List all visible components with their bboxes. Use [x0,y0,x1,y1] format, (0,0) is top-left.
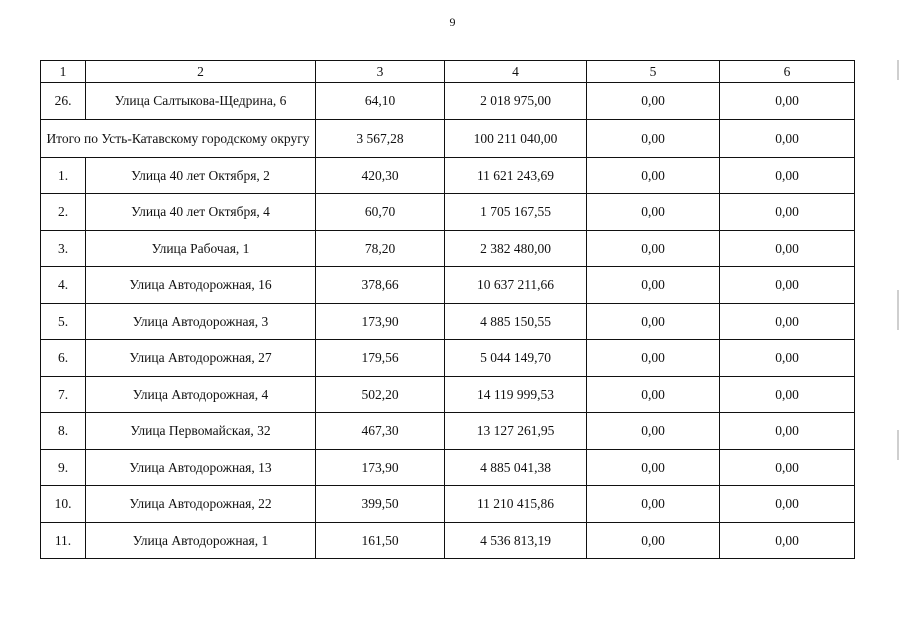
row-number: 8. [41,413,86,450]
cost-cell: 11 210 415,86 [445,486,587,523]
cost-cell: 4 885 041,38 [445,449,587,486]
cost-cell: 14 119 999,53 [445,376,587,413]
table-row [41,376,855,413]
value-cell: 0,00 [720,340,855,377]
data-table [40,60,855,559]
column-header: 4 [445,61,587,83]
area-cell: 173,90 [316,449,445,486]
value-cell: 0,00 [720,303,855,340]
address-cell: Улица 40 лет Октября, 4 [86,194,316,231]
value-cell: 0,00 [587,486,720,523]
value-cell: 0,00 [587,267,720,304]
row-number: 6. [41,340,86,377]
address-cell: Улица Автодорожная, 13 [86,449,316,486]
value-cell: 0,00 [587,303,720,340]
area-cell: 161,50 [316,522,445,559]
area-cell: 399,50 [316,486,445,523]
area-cell: 420,30 [316,157,445,194]
address-cell: Улица Автодорожная, 4 [86,376,316,413]
scan-artifact [897,290,899,330]
cost-cell: 11 621 243,69 [445,157,587,194]
value-cell: 0,00 [587,83,720,120]
area-cell: 467,30 [316,413,445,450]
area-cell: 60,70 [316,194,445,231]
value-cell: 0,00 [720,267,855,304]
value-cell: 0,00 [720,413,855,450]
header-row [41,61,855,83]
row-number: 2. [41,194,86,231]
scan-artifact [897,60,899,80]
cost-cell: 13 127 261,95 [445,413,587,450]
value-cell: 0,00 [587,340,720,377]
area-cell: 78,20 [316,230,445,267]
value-cell: 0,00 [587,194,720,231]
value-cell: 0,00 [720,83,855,120]
value-cell: 0,00 [587,522,720,559]
row-number: 3. [41,230,86,267]
address-cell: Улица Рабочая, 1 [86,230,316,267]
row-number: 4. [41,267,86,304]
total-col6: 0,00 [720,119,855,157]
row-number: 5. [41,303,86,340]
table-row [41,522,855,559]
table-row [41,83,855,120]
area-cell: 502,20 [316,376,445,413]
address-cell: Улица Автодорожная, 22 [86,486,316,523]
total-row [41,119,855,157]
area-cell: 64,10 [316,83,445,120]
address-cell: Улица Салтыкова-Щедрина, 6 [86,83,316,120]
table-row [41,267,855,304]
value-cell: 0,00 [720,449,855,486]
total-col5: 0,00 [587,119,720,157]
column-header: 2 [86,61,316,83]
table-row [41,486,855,523]
value-cell: 0,00 [587,449,720,486]
table-row [41,194,855,231]
table-row [41,303,855,340]
cost-cell: 2 382 480,00 [445,230,587,267]
column-header: 3 [316,61,445,83]
row-number: 7. [41,376,86,413]
column-header: 6 [720,61,855,83]
cost-cell: 1 705 167,55 [445,194,587,231]
cost-cell: 4 536 813,19 [445,522,587,559]
value-cell: 0,00 [587,376,720,413]
address-cell: Улица 40 лет Октября, 2 [86,157,316,194]
value-cell: 0,00 [720,230,855,267]
address-cell: Улица Автодорожная, 3 [86,303,316,340]
column-header: 5 [587,61,720,83]
table-row [41,230,855,267]
table-row [41,413,855,450]
row-number: 10. [41,486,86,523]
address-cell: Улица Первомайская, 32 [86,413,316,450]
area-cell: 378,66 [316,267,445,304]
total-area: 3 567,28 [316,119,445,157]
address-cell: Улица Автодорожная, 16 [86,267,316,304]
value-cell: 0,00 [587,413,720,450]
row-number: 1. [41,157,86,194]
value-cell: 0,00 [587,157,720,194]
table-body [41,61,855,559]
column-header: 1 [41,61,86,83]
table-row [41,340,855,377]
value-cell: 0,00 [587,230,720,267]
page-number: 9 [449,15,456,29]
total-cost: 100 211 040,00 [445,119,587,157]
area-cell: 173,90 [316,303,445,340]
cost-cell: 5 044 149,70 [445,340,587,377]
scan-artifact [897,430,899,460]
table-row [41,449,855,486]
row-number: 26. [41,83,86,120]
value-cell: 0,00 [720,157,855,194]
row-number: 9. [41,449,86,486]
value-cell: 0,00 [720,376,855,413]
cost-cell: 10 637 211,66 [445,267,587,304]
value-cell: 0,00 [720,194,855,231]
area-cell: 179,56 [316,340,445,377]
address-cell: Улица Автодорожная, 1 [86,522,316,559]
total-label: Итого по Усть-Катавскому городскому округу [41,119,316,157]
value-cell: 0,00 [720,522,855,559]
cost-cell: 4 885 150,55 [445,303,587,340]
cost-cell: 2 018 975,00 [445,83,587,120]
row-number: 11. [41,522,86,559]
value-cell: 0,00 [720,486,855,523]
table-row [41,157,855,194]
address-cell: Улица Автодорожная, 27 [86,340,316,377]
